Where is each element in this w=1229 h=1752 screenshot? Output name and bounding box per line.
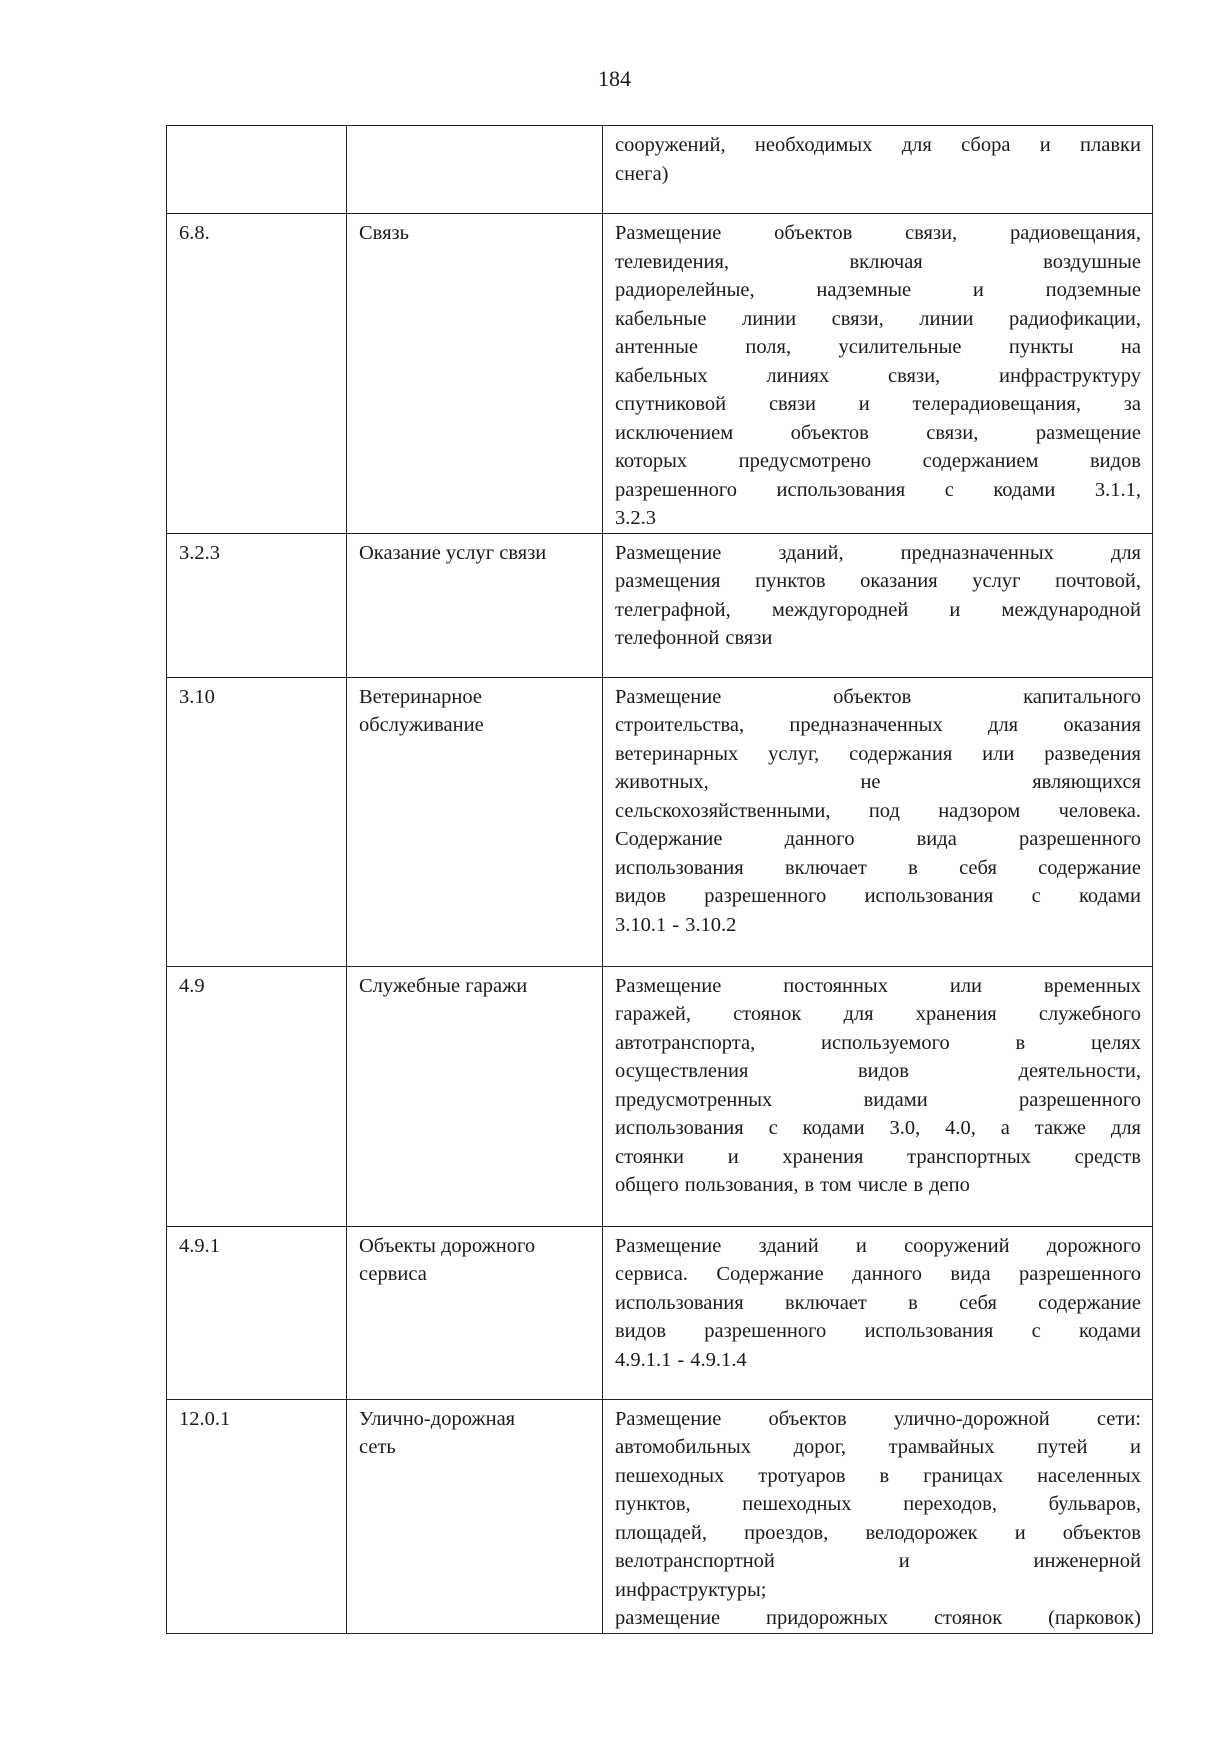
word: кодами <box>993 478 1056 501</box>
word: кабельные <box>615 307 707 330</box>
word: инфраструктуры; <box>615 1578 767 1601</box>
name-cell <box>347 214 603 534</box>
word: международной <box>1001 598 1141 621</box>
use-name-line: Служебные гаражи <box>359 974 528 997</box>
word: разрешенного <box>704 885 827 907</box>
description-line <box>615 1490 1141 1519</box>
word: и <box>727 1145 739 1168</box>
table-row <box>167 1226 1153 1399</box>
word: и <box>858 393 870 415</box>
word: кодами <box>1078 885 1141 907</box>
word: связи, <box>888 364 941 387</box>
table-row <box>167 533 1153 677</box>
word: а <box>1000 1117 1010 1139</box>
word: снега) <box>615 162 669 185</box>
land-use-table <box>166 125 1153 1634</box>
description-line <box>615 972 1141 1001</box>
description-line <box>615 1317 1141 1346</box>
word: переходов, <box>903 1493 997 1515</box>
table-row <box>167 126 1153 214</box>
word: зданий <box>758 1234 819 1257</box>
word: и <box>855 1234 867 1257</box>
description-line <box>615 504 1141 533</box>
description-line <box>615 1143 1141 1172</box>
description-line <box>615 1000 1141 1029</box>
word: линиях <box>766 364 830 387</box>
description-line <box>615 911 1141 940</box>
word: разрешенного <box>1018 828 1141 850</box>
word: предусмотрено <box>738 450 872 472</box>
code-cell <box>167 677 347 966</box>
word: связи, <box>905 222 958 244</box>
word: объектов <box>768 1407 847 1430</box>
word: на <box>1120 336 1141 358</box>
word: себя <box>959 856 997 879</box>
word: стоянок <box>933 1607 1003 1629</box>
word: с <box>944 478 954 501</box>
word: в <box>1015 1031 1026 1054</box>
use-code: 4.9 <box>179 974 205 997</box>
word: спутниковой <box>615 393 727 415</box>
word: размещения <box>615 570 721 592</box>
word: и <box>972 279 984 301</box>
word: использования <box>615 856 744 879</box>
description-line <box>615 419 1141 448</box>
use-code: 12.0.1 <box>179 1407 231 1430</box>
use-name-line: Связь <box>359 222 409 244</box>
word: содержанием <box>922 450 1039 472</box>
use-name-line: сервиса <box>359 1263 427 1285</box>
description-line <box>615 1547 1141 1576</box>
word: которых <box>615 450 688 472</box>
table-row <box>167 966 1153 1226</box>
word: человека. <box>1058 799 1141 822</box>
word: 4.9.1.4 <box>690 1348 747 1371</box>
use-name-line: Объекты дорожного <box>359 1234 536 1257</box>
word: временных <box>1043 974 1141 997</box>
description-line <box>615 567 1141 596</box>
word: включает <box>784 1291 867 1314</box>
word: воздушные <box>1043 250 1141 273</box>
word: плавки <box>1080 134 1141 156</box>
word: кабельных <box>615 364 708 387</box>
word: линии <box>919 307 974 330</box>
description-line <box>615 1114 1141 1143</box>
use-name-line: Улично-дорожная <box>359 1407 516 1430</box>
word: под <box>868 799 900 822</box>
word: придорожных <box>766 1607 889 1629</box>
word: для <box>843 1003 874 1025</box>
word: пунктов, <box>615 1493 691 1515</box>
description-line <box>615 362 1141 391</box>
description-line <box>615 1462 1141 1491</box>
word: и <box>949 598 961 621</box>
word: с <box>768 1117 778 1139</box>
description-line <box>615 248 1141 277</box>
description-line <box>615 390 1141 419</box>
word: связи, <box>926 421 979 444</box>
word: услуг, <box>768 742 820 765</box>
word: постоянных <box>783 974 888 997</box>
word: путей <box>1037 1436 1088 1458</box>
word: транспортных <box>907 1145 1031 1168</box>
word: Размещение <box>615 222 722 244</box>
code-cell <box>167 214 347 534</box>
description-line <box>615 539 1141 568</box>
word: сооружений, <box>615 134 726 156</box>
description-cell <box>603 1399 1153 1633</box>
word: для <box>1110 1117 1141 1139</box>
word: использования <box>864 1320 994 1342</box>
word: осуществления <box>615 1060 749 1082</box>
word: не <box>860 771 881 793</box>
word: автотранспорта, <box>615 1031 756 1054</box>
word: услуг <box>972 570 1021 592</box>
word: размещение <box>1035 421 1141 444</box>
word: Размещение <box>615 1234 722 1257</box>
word: депо <box>929 1174 970 1196</box>
word: средств <box>1074 1145 1141 1168</box>
use-code: 3.2.3 <box>179 541 220 564</box>
description-cell <box>603 214 1153 534</box>
word: велодорожек <box>865 1521 978 1544</box>
word: разрешенного <box>1018 1263 1141 1285</box>
description-line <box>615 882 1141 911</box>
word: пункты <box>1008 336 1074 358</box>
word: предусмотренных <box>615 1088 773 1111</box>
word: использования <box>864 885 994 907</box>
word: Содержание <box>716 1263 824 1285</box>
word: хранения <box>915 1003 997 1025</box>
word: содержание <box>1038 856 1141 879</box>
word: включает <box>784 856 867 879</box>
word: ветеринарных <box>615 742 739 765</box>
word: телефонной <box>615 627 720 649</box>
word: использования <box>615 1291 744 1314</box>
word: связи, <box>831 307 884 330</box>
use-name-line: Оказание услуг связи <box>359 541 547 564</box>
word: телерадиовещания, <box>912 393 1081 415</box>
use-name-line: обслуживание <box>359 714 484 736</box>
word: объектов <box>833 685 912 708</box>
description-line <box>615 476 1141 505</box>
name-cell <box>347 966 603 1226</box>
word: антенные <box>615 336 698 358</box>
word: 3.1.1, <box>1094 478 1141 501</box>
word: проездов, <box>744 1521 829 1544</box>
description-line <box>615 1057 1141 1086</box>
word: автомобильных <box>615 1436 752 1458</box>
word: улично-дорожной <box>893 1407 1050 1430</box>
description-line <box>615 160 1141 189</box>
word: предназначенных <box>789 714 943 736</box>
word: данного <box>852 1263 922 1285</box>
word: для <box>901 134 932 156</box>
word: числе <box>857 1174 908 1196</box>
word: размещение <box>615 1607 721 1629</box>
word: Размещение <box>615 541 722 564</box>
description-line <box>615 1232 1141 1261</box>
word: кодами <box>1078 1320 1141 1342</box>
word: в <box>908 856 918 879</box>
word: стоянки <box>615 1145 684 1168</box>
word: разрешенного <box>615 478 738 501</box>
word: междугородней <box>771 598 909 621</box>
description-line <box>615 683 1141 712</box>
word: поля, <box>745 336 792 358</box>
code-cell <box>167 533 347 677</box>
word: деятельности, <box>1018 1060 1141 1082</box>
word: необходимых <box>754 134 873 156</box>
description-line <box>615 1260 1141 1289</box>
word: инфраструктуру <box>999 364 1141 387</box>
word: подземные <box>1045 279 1141 301</box>
use-name-line: сеть <box>359 1436 396 1458</box>
word: 3.0, <box>889 1117 921 1139</box>
word: надзором <box>938 799 1021 822</box>
word: связи <box>768 393 816 415</box>
description-line <box>615 1346 1141 1375</box>
word: 3.2.3 <box>615 507 656 529</box>
word: 3.10.2 <box>685 913 737 936</box>
word: содержания <box>849 742 953 765</box>
description-line <box>615 219 1141 248</box>
description-line <box>615 305 1141 334</box>
word: сети: <box>1096 1407 1141 1430</box>
word: границах <box>923 1464 1004 1487</box>
description-line <box>615 1289 1141 1318</box>
word: являющихся <box>1032 771 1141 793</box>
name-cell <box>347 126 603 214</box>
word: объектов <box>1062 1521 1141 1544</box>
word: видов <box>615 885 667 907</box>
word: использования <box>776 478 906 501</box>
description-line <box>615 768 1141 797</box>
word: зданий, <box>778 541 844 564</box>
word: с <box>1031 1320 1041 1342</box>
word: телевидения, <box>615 250 730 273</box>
description-line <box>615 740 1141 769</box>
word: или <box>982 742 1015 765</box>
word: общего <box>615 1174 679 1196</box>
word: вида <box>950 1263 991 1285</box>
word: надземные <box>816 279 912 301</box>
word: хранения <box>782 1145 864 1168</box>
word: себя <box>959 1291 997 1314</box>
word: пунктов <box>755 570 826 592</box>
word: целях <box>1091 1031 1141 1054</box>
word: площадей, <box>615 1521 707 1544</box>
word: также <box>1034 1117 1087 1139</box>
word: дорог, <box>793 1436 846 1458</box>
word: сооружений <box>904 1234 1010 1257</box>
word: вида <box>916 828 957 850</box>
word: велотранспортной <box>615 1550 775 1572</box>
description-line <box>615 131 1141 160</box>
word: исключением <box>615 421 734 444</box>
description-line <box>615 1576 1141 1605</box>
word: сервиса. <box>615 1263 688 1285</box>
word: дорожного <box>1046 1234 1141 1257</box>
code-cell <box>167 966 347 1226</box>
word: или <box>949 974 983 997</box>
description-cell <box>603 1226 1153 1399</box>
word: радиорелейные, <box>615 279 755 301</box>
word: линии <box>741 307 797 330</box>
word: предназначенных <box>900 541 1054 564</box>
word: телеграфной, <box>615 598 731 621</box>
word: сельскохозяйственными, <box>615 799 831 822</box>
word: видами <box>863 1088 928 1111</box>
description-line <box>615 276 1141 305</box>
word: инженерной <box>1033 1550 1141 1572</box>
word: - <box>677 1348 685 1371</box>
description-line <box>615 711 1141 740</box>
word: стоянок <box>733 1003 802 1025</box>
word: трамвайных <box>888 1436 995 1458</box>
description-line <box>615 1405 1141 1434</box>
description-cell <box>603 966 1153 1226</box>
word: содержание <box>1038 1291 1141 1314</box>
word: том <box>820 1174 852 1196</box>
word: - <box>672 913 680 936</box>
word: и <box>1130 1436 1141 1458</box>
word: для <box>1110 541 1141 564</box>
table-row <box>167 677 1153 966</box>
description-cell <box>603 533 1153 677</box>
name-cell <box>347 1226 603 1399</box>
word: видов <box>615 1320 667 1342</box>
word: в <box>804 1174 815 1196</box>
word: пользования, <box>684 1174 799 1196</box>
word: 4.9.1.1 <box>615 1348 672 1371</box>
word: пешеходных <box>742 1493 852 1515</box>
word: разрешенного <box>704 1320 827 1342</box>
word: кодами <box>802 1117 865 1139</box>
description-line <box>615 1433 1141 1462</box>
word: усилительные <box>838 336 962 358</box>
word: 3.10.1 <box>615 913 667 936</box>
word: за <box>1123 393 1141 415</box>
word: радиофикации, <box>1008 307 1141 330</box>
word: объектов <box>774 222 853 244</box>
use-code: 4.9.1 <box>179 1234 220 1257</box>
word: для <box>988 714 1019 736</box>
description-line <box>615 333 1141 362</box>
description-line <box>615 1171 1141 1200</box>
name-cell <box>347 1399 603 1633</box>
word: служебного <box>1038 1003 1141 1025</box>
word: связи <box>725 627 773 649</box>
word: животных, <box>615 771 709 793</box>
word: включая <box>849 250 923 273</box>
code-cell <box>167 1399 347 1633</box>
description-line <box>615 854 1141 883</box>
word: Размещение <box>615 1407 722 1430</box>
word: 4.0, <box>945 1117 976 1139</box>
word: населенных <box>1037 1464 1141 1487</box>
word: капитального <box>1023 685 1141 708</box>
description-line <box>615 447 1141 476</box>
word: бульваров, <box>1048 1493 1141 1515</box>
word: строительства, <box>615 714 745 736</box>
code-cell <box>167 126 347 214</box>
word: и <box>898 1550 910 1572</box>
name-cell <box>347 533 603 677</box>
word: объектов <box>790 421 869 444</box>
description-line <box>615 797 1141 826</box>
word: гаражей, <box>615 1003 691 1025</box>
code-cell <box>167 1226 347 1399</box>
word: и <box>1039 134 1051 156</box>
description-line <box>615 825 1141 854</box>
word: использования <box>615 1117 744 1139</box>
table-row <box>167 1399 1153 1633</box>
word: сбора <box>961 134 1011 156</box>
word: Размещение <box>615 974 722 997</box>
word: с <box>1031 885 1041 907</box>
description-cell <box>603 677 1153 966</box>
word: разрешенного <box>1018 1088 1141 1111</box>
word: оказания <box>860 570 938 592</box>
word: в <box>913 1174 924 1196</box>
word: и <box>1014 1521 1026 1544</box>
word: пешеходных <box>615 1464 725 1487</box>
word: почтовой, <box>1055 570 1141 592</box>
table-row <box>167 214 1153 534</box>
word: радиовещания, <box>1009 222 1141 244</box>
page-number: 184 <box>598 66 631 91</box>
word: в <box>908 1291 918 1314</box>
description-line <box>615 1519 1141 1548</box>
description-line <box>615 596 1141 625</box>
word: тротуаров <box>758 1464 846 1487</box>
name-cell <box>347 677 603 966</box>
use-name-line: Ветеринарное <box>359 685 482 708</box>
word: разведения <box>1044 742 1141 765</box>
word: видов <box>857 1060 909 1082</box>
use-code: 3.10 <box>179 685 215 708</box>
word: видов <box>1089 450 1141 472</box>
word: (парковок) <box>1048 1607 1141 1629</box>
word: используемого <box>821 1031 950 1054</box>
use-code: 6.8. <box>179 222 210 244</box>
description-cell <box>603 126 1153 214</box>
description-line <box>615 1086 1141 1115</box>
description-line <box>615 1604 1141 1633</box>
description-line <box>615 1029 1141 1058</box>
word: Содержание <box>615 828 723 850</box>
word: Размещение <box>615 685 722 708</box>
description-line <box>615 624 1141 653</box>
word: в <box>879 1464 890 1487</box>
word: оказания <box>1063 714 1141 736</box>
word: данного <box>784 828 855 850</box>
